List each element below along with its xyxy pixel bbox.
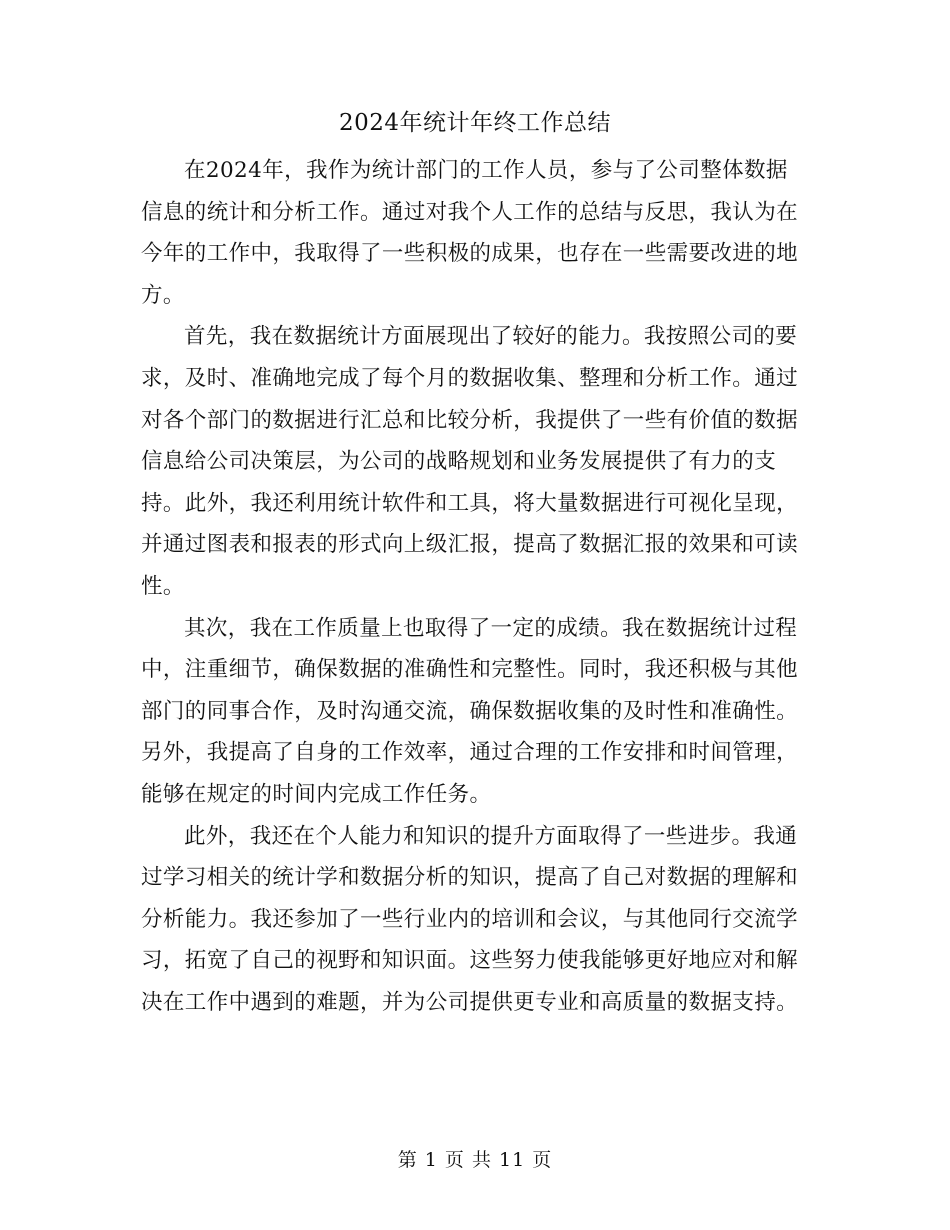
document-title: 2024年统计年终工作总结 xyxy=(338,110,612,136)
paragraph-work-quality: 其次，我在工作质量上也取得了一定的成绩。我在数据统计过程中，注重细节，确保数据的准确性和完整性。同时，我还积极与其他部门的同事合作，及时沟通交流，确保数据收集的及时性和准确性。另外，我提高了自身的工作效率，通过合理的工作安排和时间管理，能够在规定的时间内完成工作任务。 xyxy=(141,615,799,807)
paragraph-intro: 在2024年，我作为统计部门的工作人员，参与了公司整体数据信息的统计和分析工作。通过对我个人工作的总结与反思，我认为在今年的工作中，我取得了一些积极的成果，也存在一些需要改进的地方。 xyxy=(141,158,799,308)
document-body xyxy=(141,150,809,1023)
paragraph-personal-growth: 此外，我还在个人能力和知识的提升方面取得了一些进步。我通过学习相关的统计学和数据分析的知识，提高了自己对数据的理解和分析能力。我还参加了一些行业内的培训和会议，与其他同行交流学习，拓宽了自己的视野和知识面。这些努力使我能够更好地应对和解决在工作中遇到的难题，并为公司提供更专业和高质量的数据支持。 xyxy=(141,823,799,1015)
page-footer: 第 1 页 共 11 页 xyxy=(397,1149,553,1171)
paragraph-data-statistics: 首先，我在数据统计方面展现出了较好的能力。我按照公司的要求，及时、准确地完成了每个月的数据收集、整理和分析工作。通过对各个部门的数据进行汇总和比较分析，我提供了一些有价值的数据信息给公司决策层，为公司的战略规划和业务发展提供了有力的支持。此外，我还利用统计软件和工具，将大量数据进行可视化呈现，并通过图表和报表的形式向上级汇报，提高了数据汇报的效果和可读性。 xyxy=(141,324,799,599)
